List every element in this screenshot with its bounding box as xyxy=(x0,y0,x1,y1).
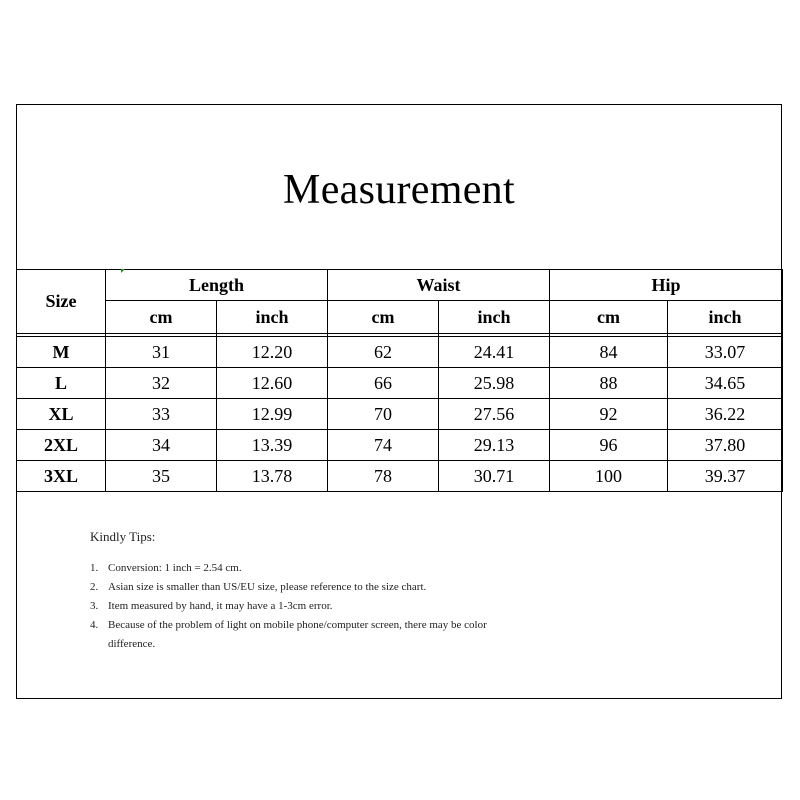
tip-text: Item measured by hand, it may have a 1-3cm error. xyxy=(108,600,333,612)
table-row xyxy=(17,399,783,430)
page-title: Measurement xyxy=(283,167,515,213)
table-cell: 74 xyxy=(328,430,439,461)
hip-header: Hip xyxy=(550,270,783,301)
size-cell: XL xyxy=(17,399,106,430)
tips-heading: Kindly Tips: xyxy=(90,529,156,544)
unit-header: inch xyxy=(439,301,550,334)
table-cell: 35 xyxy=(106,461,217,492)
table-cell: 70 xyxy=(328,399,439,430)
table-cell: 13.39 xyxy=(217,430,328,461)
size-cell: 3XL xyxy=(17,461,106,492)
table-cell: 29.13 xyxy=(439,430,550,461)
table-cell: 30.71 xyxy=(439,461,550,492)
table-header-row xyxy=(17,270,783,301)
table-cell: 36.22 xyxy=(668,399,783,430)
table-row xyxy=(17,461,783,492)
tip-text: Conversion: 1 inch = 2.54 cm. xyxy=(108,562,242,574)
table-cell: 84 xyxy=(550,337,668,368)
table-cell: 37.80 xyxy=(668,430,783,461)
length-header: Length xyxy=(106,270,328,301)
table-cell: 33 xyxy=(106,399,217,430)
size-cell: M xyxy=(17,337,106,368)
unit-header: inch xyxy=(217,301,328,334)
table-cell: 31 xyxy=(106,337,217,368)
table-cell: 34 xyxy=(106,430,217,461)
list-item xyxy=(90,616,530,654)
tip-text: Because of the problem of light on mobile phone/computer screen, there may be color difference. xyxy=(108,619,487,650)
table-cell: 66 xyxy=(328,368,439,399)
size-cell: L xyxy=(17,368,106,399)
table-cell: 92 xyxy=(550,399,668,430)
table-cell: 34.65 xyxy=(668,368,783,399)
list-item xyxy=(90,597,530,616)
unit-header: cm xyxy=(106,301,217,334)
tip-number: 4. xyxy=(90,619,99,631)
kindly-tips xyxy=(90,529,530,654)
list-item xyxy=(90,578,530,597)
table-row xyxy=(17,430,783,461)
tip-number: 2. xyxy=(90,581,99,593)
table-cell: 24.41 xyxy=(439,337,550,368)
table-cell: 12.60 xyxy=(217,368,328,399)
table-cell: 32 xyxy=(106,368,217,399)
table-cell: 100 xyxy=(550,461,668,492)
table-cell: 62 xyxy=(328,337,439,368)
tips-list xyxy=(90,559,530,654)
unit-header: cm xyxy=(550,301,668,334)
table-cell: 27.56 xyxy=(439,399,550,430)
size-header: Size xyxy=(17,270,106,334)
table-row xyxy=(17,337,783,368)
tip-number: 3. xyxy=(90,600,99,612)
unit-header: cm xyxy=(328,301,439,334)
tip-text: Asian size is smaller than US/EU size, please reference to the size chart. xyxy=(108,581,427,593)
table-cell: 96 xyxy=(550,430,668,461)
table-cell: 88 xyxy=(550,368,668,399)
table-cell: 12.99 xyxy=(217,399,328,430)
size-cell: 2XL xyxy=(17,430,106,461)
table-cell: 25.98 xyxy=(439,368,550,399)
table-cell: 13.78 xyxy=(217,461,328,492)
waist-header: Waist xyxy=(328,270,550,301)
table-cell: 39.37 xyxy=(668,461,783,492)
measurement-chart xyxy=(16,104,782,699)
table-cell: 33.07 xyxy=(668,337,783,368)
list-item xyxy=(90,559,530,578)
unit-header: inch xyxy=(668,301,783,334)
table-cell: 12.20 xyxy=(217,337,328,368)
tip-number: 1. xyxy=(90,562,99,574)
corner-marker xyxy=(121,269,125,273)
table-cell: 78 xyxy=(328,461,439,492)
table-unit-row xyxy=(17,301,783,334)
size-table xyxy=(16,269,783,492)
table-row xyxy=(17,368,783,399)
